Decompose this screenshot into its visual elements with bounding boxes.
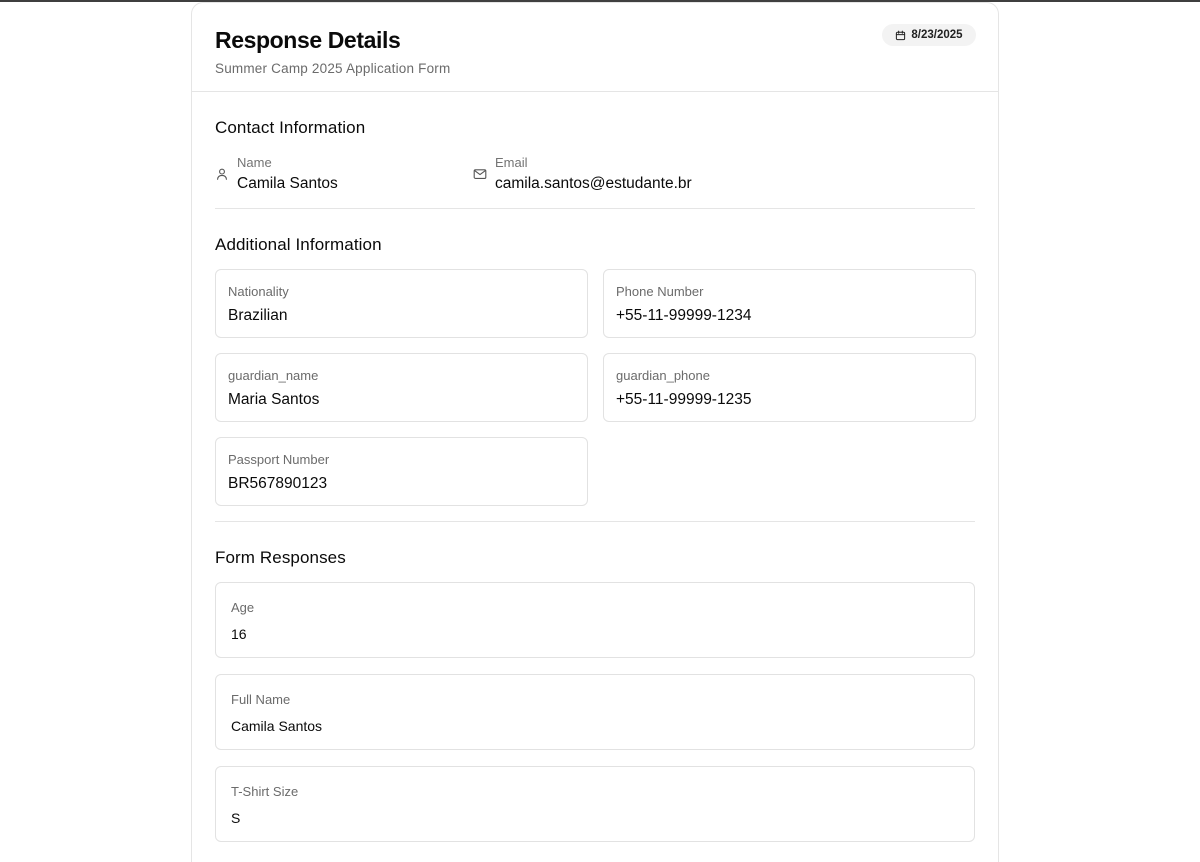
- form-name-subtitle: Summer Camp 2025 Application Form: [215, 61, 451, 76]
- field-nationality: [215, 269, 588, 338]
- field-phone-number: [603, 269, 976, 338]
- response-item-age: [215, 582, 975, 658]
- contact-email-label: Email: [495, 155, 528, 170]
- field-value: BR567890123: [228, 475, 328, 492]
- field-value: Maria Santos: [228, 391, 320, 408]
- field-guardian-phone: [603, 353, 976, 422]
- contact-name-value: Camila Santos: [237, 175, 338, 192]
- response-label: Age: [231, 600, 255, 615]
- responses-section-title: Form Responses: [215, 548, 346, 567]
- contact-email: [473, 153, 773, 197]
- response-value: Camila Santos: [231, 718, 323, 734]
- contact-email-value: camila.santos@estudante.br: [495, 175, 692, 192]
- submission-date-badge: [882, 24, 976, 46]
- user-icon: [215, 167, 229, 181]
- contact-name: [215, 153, 455, 197]
- response-label: Full Name: [231, 692, 291, 707]
- section-divider: [215, 521, 975, 522]
- mail-icon: [473, 167, 487, 181]
- field-label: Passport Number: [228, 452, 330, 467]
- field-label: Nationality: [228, 284, 289, 299]
- response-details-card: [191, 2, 999, 862]
- response-value: S: [231, 810, 241, 826]
- page-title: Response Details: [215, 27, 401, 53]
- card-header: [192, 3, 998, 92]
- section-divider: [215, 208, 975, 209]
- field-value: +55-11-99999-1235: [616, 391, 752, 408]
- field-guardian-name: [215, 353, 588, 422]
- response-item-tshirt-size: [215, 766, 975, 842]
- additional-section-title: Additional Information: [215, 235, 382, 254]
- field-value: +55-11-99999-1234: [616, 307, 752, 324]
- field-label: guardian_phone: [616, 368, 710, 383]
- response-value: 16: [231, 626, 247, 642]
- field-label: Phone Number: [616, 284, 704, 299]
- contact-section-title: Contact Information: [215, 118, 366, 137]
- contact-name-label: Name: [237, 155, 272, 170]
- field-value: Brazilian: [228, 307, 288, 324]
- response-label: T-Shirt Size: [231, 784, 299, 799]
- field-passport-number: [215, 437, 588, 506]
- submission-date: 8/23/2025: [911, 29, 963, 41]
- response-item-full-name: [215, 674, 975, 750]
- field-label: guardian_name: [228, 368, 319, 383]
- calendar-icon: [895, 30, 906, 41]
